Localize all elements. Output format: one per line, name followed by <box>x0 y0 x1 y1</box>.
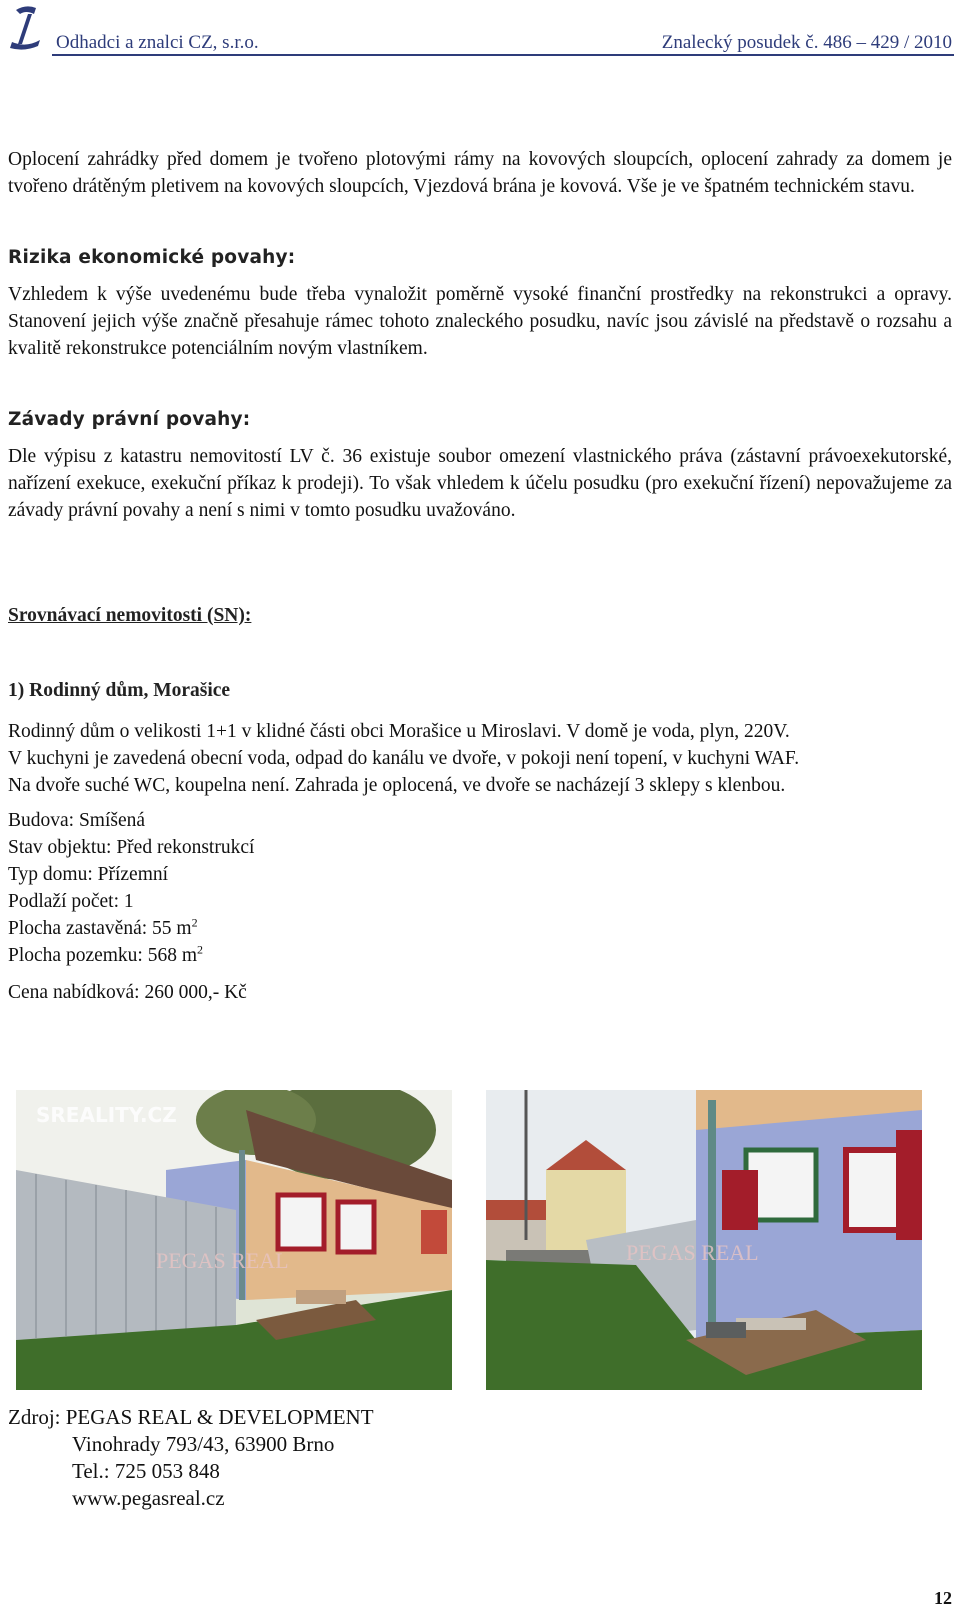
photo-watermark-pegas: PEGAS REAL <box>156 1248 289 1273</box>
property-photo-right <box>486 1090 922 1390</box>
source-name: PEGAS REAL & DEVELOPMENT <box>65 1405 374 1429</box>
param-typ: Typ domu: Přízemní <box>8 864 169 885</box>
source-label: Zdroj: <box>8 1405 61 1429</box>
property-photos <box>16 1090 960 1390</box>
photo-watermark-sreality: SREALITY.CZ <box>36 1103 177 1127</box>
legal-defects-heading: Závady právní povahy: <box>8 409 251 430</box>
param-budova: Budova: Smíšená <box>8 810 146 831</box>
legal-defects-text: Dle výpisu z katastru nemovitostí LV č. 36 existuje soubor omezení vlastnického práva (zástavní právoexekutorské, nařízení exekuce, exekuční příkaz k prodeji). To však vhledem k účelu posudku (pro exekuční řízení) nepovažujeme za závady právní povahy a není s nimi v tomto posudku uvažováno. <box>8 446 952 521</box>
param-pozemek <box>8 942 952 969</box>
page-number: 12 <box>934 1588 952 1608</box>
source-first-line <box>8 1404 374 1431</box>
economic-risks-heading: Rizika ekonomické povahy: <box>8 247 296 268</box>
param-podlazi: Podlaží počet: 1 <box>8 891 134 912</box>
description-line: Rodinný dům o velikosti 1+1 v klidné části obci Morašice u Miroslavi. V domě je voda, plyn, 220V. <box>8 721 790 742</box>
unit-exponent: 2 <box>191 915 198 930</box>
header-rule <box>52 54 954 56</box>
source-address: Vinohrady 793/43, 63900 Brno <box>72 1432 335 1456</box>
source-web: www.pegasreal.cz <box>72 1486 225 1510</box>
comparable-description <box>8 718 952 799</box>
page-header <box>0 0 960 58</box>
economic-risks-text: Vzhledem k výše uvedenému bude třeba vynaložit poměrně vysoké finanční prostředky na rekonstrukci a opravy. Stanovení jejich výše značně přesahuje rámec tohoto znaleckého posudku, navíc jsou závislé na představě o rozsahu a kvalitě rekonstrukce potenciálním novým vlastníkem. <box>8 284 952 359</box>
comparable-params <box>8 807 952 969</box>
param-zastavena-text: Plocha zastavěná: 55 m <box>8 918 192 939</box>
comparables-heading: Srovnávací nemovitosti (SN): <box>8 605 252 626</box>
source-block <box>8 1404 374 1512</box>
property-photo-left <box>16 1090 452 1390</box>
company-logo-icon <box>8 4 44 50</box>
description-line: Na dvoře suché WC, koupelna není. Zahrada je oplocená, ve dvoře se nacházejí 3 sklepy s klenbou. <box>8 775 786 796</box>
description-line: V kuchyni je zavedená obecní voda, odpad do kanálu ve dvoře, v pokoji není topení, v kuchyni WAF. <box>8 748 800 769</box>
company-name: Odhadci a znalci CZ, s.r.o. <box>56 32 259 53</box>
offer-price: Cena nabídková: 260 000,- Kč <box>8 982 247 1003</box>
report-number: Znalecký posudek č. 486 – 429 / 2010 <box>661 32 952 53</box>
comparable-item-title: 1) Rodinný dům, Morašice <box>8 680 231 701</box>
unit-exponent: 2 <box>197 942 204 957</box>
param-pozemek-text: Plocha pozemku: 568 m <box>8 945 198 966</box>
page-content <box>8 146 952 1006</box>
photo-watermark-pegas: PEGAS REAL <box>626 1240 759 1265</box>
param-stav: Stav objektu: Před rekonstrukcí <box>8 837 255 858</box>
param-zastavena <box>8 915 952 942</box>
source-phone: Tel.: 725 053 848 <box>72 1459 220 1483</box>
fence-paragraph: Oplocení zahrádky před domem je tvořeno plotovými rámy na kovových sloupcích, oplocení zahrady za domem je tvořeno drátěným pletivem na kovových sloupcích, Vjezdová brána je kovová. Vše je ve špatném technickém stavu. <box>8 149 952 197</box>
